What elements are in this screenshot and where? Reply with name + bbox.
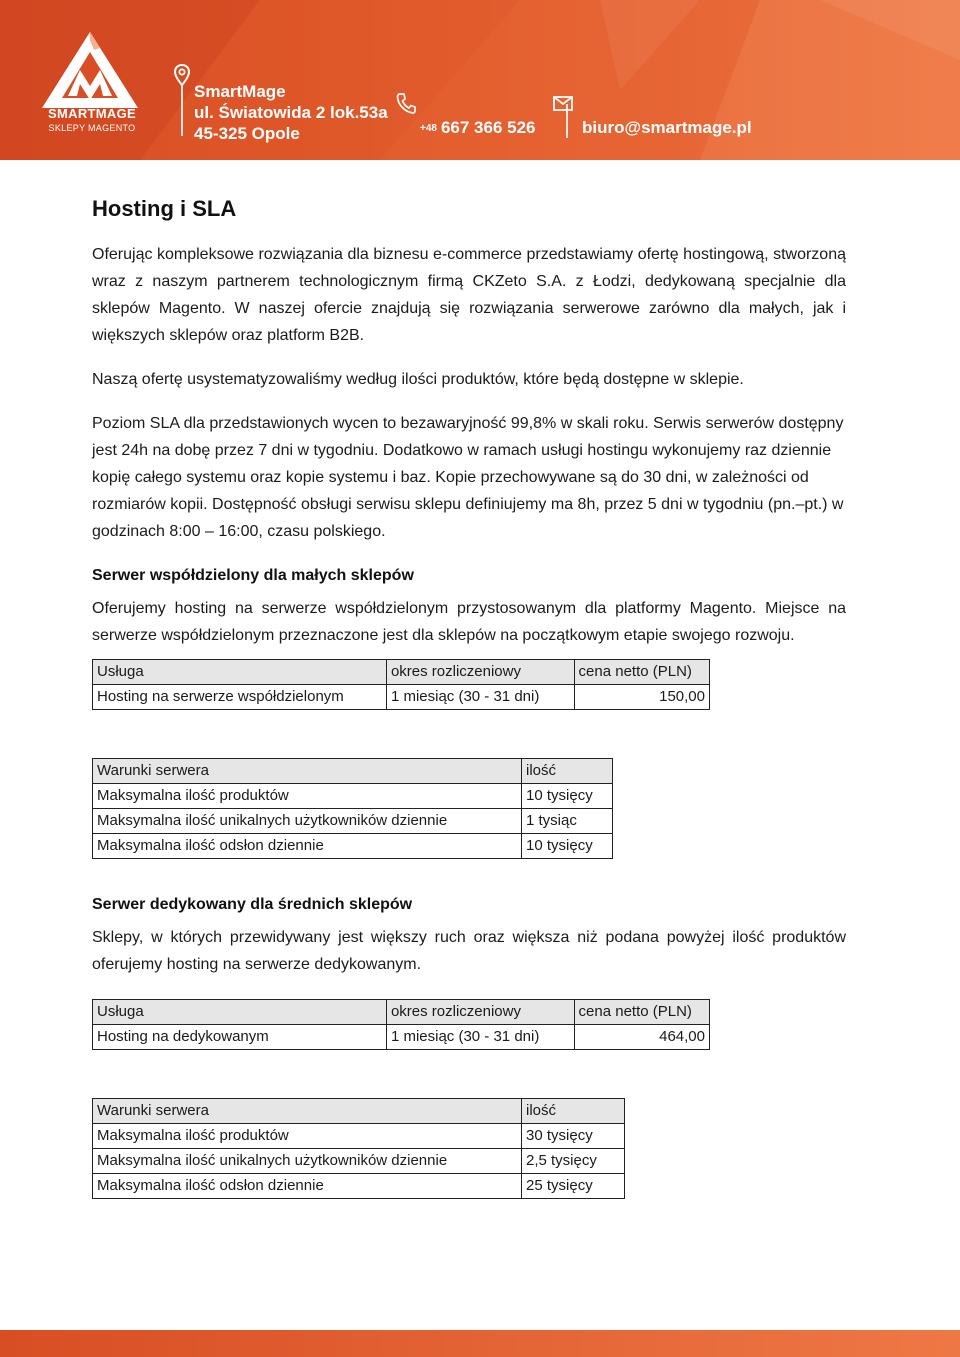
logo-tagline: SKLEPY MAGENTO bbox=[48, 123, 136, 133]
table-cell: Maksymalna ilość unikalnych użytkowników dziennie bbox=[93, 1149, 522, 1174]
header-cell: ilość bbox=[522, 759, 613, 784]
company-name: SmartMage bbox=[194, 82, 286, 101]
shared-conditions-table bbox=[92, 758, 613, 859]
header-banner bbox=[0, 0, 960, 160]
header-cell: ilość bbox=[522, 1099, 625, 1124]
table-header-row bbox=[93, 1000, 710, 1025]
location-pin-icon bbox=[174, 64, 190, 86]
table-cell: 464,00 bbox=[574, 1025, 709, 1050]
table-cell: Maksymalna ilość odsłon dziennie bbox=[93, 834, 522, 859]
table-row bbox=[93, 784, 613, 809]
address-street: ul. Światowida 2 lok.53a bbox=[194, 103, 388, 122]
page-title: Hosting i SLA bbox=[92, 196, 237, 221]
table-cell: 2,5 tysięcy bbox=[522, 1149, 625, 1174]
phone-digits: 667 366 526 bbox=[440, 118, 536, 137]
header-cell: Usługa bbox=[93, 1000, 387, 1025]
dedicated-price-table bbox=[92, 999, 710, 1050]
table-header-row bbox=[93, 660, 710, 685]
table-cell: 30 tysięcy bbox=[522, 1124, 625, 1149]
table-cell: 25 tysięcy bbox=[522, 1174, 625, 1199]
document-body bbox=[92, 194, 846, 1199]
header-cell: cena netto (PLN) bbox=[574, 1000, 709, 1025]
shared-server-heading: Serwer współdzielony dla małych sklepów bbox=[92, 567, 414, 584]
dedicated-server-description: Sklepy, w których przewidywany jest większy ruch oraz większa niż podana powyżej ilość produktów oferujemy hosting na serwerze dedykowanym. bbox=[92, 929, 846, 973]
table-header-row bbox=[93, 759, 613, 784]
table-cell: 1 miesiąc (30 - 31 dni) bbox=[386, 1025, 574, 1050]
email-address[interactable]: biuro@smartmage.pl bbox=[582, 118, 752, 137]
table-header-row bbox=[93, 1099, 625, 1124]
table-row bbox=[93, 685, 710, 710]
phone-prefix: +48 bbox=[420, 123, 437, 134]
phone-icon bbox=[396, 92, 416, 114]
table-cell: Maksymalna ilość unikalnych użytkowników dziennie bbox=[93, 809, 522, 834]
table-row bbox=[93, 1124, 625, 1149]
header-cell: okres rozliczeniowy bbox=[386, 1000, 574, 1025]
table-cell: 10 tysięcy bbox=[522, 784, 613, 809]
table-cell: Hosting na dedykowanym bbox=[93, 1025, 387, 1050]
header-cell: okres rozliczeniowy bbox=[386, 660, 574, 685]
header-cell: Usługa bbox=[93, 660, 387, 685]
shared-price-table bbox=[92, 659, 710, 710]
header-cell: cena netto (PLN) bbox=[574, 660, 709, 685]
table-row bbox=[93, 1174, 625, 1199]
phone-number[interactable] bbox=[420, 118, 536, 138]
dedicated-server-heading: Serwer dedykowany dla średnich sklepów bbox=[92, 896, 413, 913]
table-cell: 10 tysięcy bbox=[522, 834, 613, 859]
shared-server-description: Oferujemy hosting na serwerze współdzielonym przystosowanym dla platformy Magento. Miejsce na serwerze współdzielonym przeznaczone jest dla sklepów na początkowym etapie swojego rozwoju. bbox=[92, 600, 846, 644]
dedicated-conditions-table bbox=[92, 1098, 625, 1199]
footer-bar bbox=[0, 1330, 960, 1357]
table-cell: Maksymalna ilość odsłon dziennie bbox=[93, 1174, 522, 1199]
header-cell: Warunki serwera bbox=[93, 759, 522, 784]
table-cell: Hosting na serwerze współdzielonym bbox=[93, 685, 387, 710]
table-cell: 150,00 bbox=[574, 685, 709, 710]
sla-paragraph: Poziom SLA dla przedstawionych wycen to bezawaryjność 99,8% w skali roku. Serwis serwerów dostępny jest 24h na dobę przez 7 dni w tygodniu. Dodatkowo w ramach usługi hostingu wykonujemy raz dziennie kopię całego systemu oraz kopie systemu i baz. Kopie przechowywane są do 30 dni, w zależności od rozmiarów kopii. Dostępność obsługi serwisu sklepu definiujemy ma 8h, przez 5 dni w tygodniu (pn.–pt.) w godzinach 8:00 – 16:00, czasu polskiego. bbox=[92, 415, 844, 540]
logo-wordmark: SMARTMAGE bbox=[48, 106, 136, 121]
header-cell: Warunki serwera bbox=[93, 1099, 522, 1124]
mail-icon bbox=[553, 96, 573, 112]
structure-paragraph: Naszą ofertę usystematyzowaliśmy według ilości produktów, które będą dostępne w sklepie. bbox=[92, 371, 744, 388]
table-row bbox=[93, 834, 613, 859]
company-address bbox=[194, 82, 388, 144]
table-cell: Maksymalna ilość produktów bbox=[93, 784, 522, 809]
table-row bbox=[93, 809, 613, 834]
address-divider bbox=[181, 84, 183, 136]
address-city: 45-325 Opole bbox=[194, 124, 300, 143]
intro-paragraph: Oferując kompleksowe rozwiązania dla biznesu e-commerce przedstawiamy ofertę hostingową, stworzoną wraz z naszym partnerem technologicznym firmą CKZeto S.A. z Łodzi, dedykowaną specjalnie dla sklepów Magento. W naszej ofercie znajdują się rozwiązania serwerowe zarówno dla małych, jak i większych sklepów oraz platform B2B. bbox=[92, 246, 846, 344]
table-cell: 1 tysiąc bbox=[522, 809, 613, 834]
table-row bbox=[93, 1025, 710, 1050]
table-cell: 1 miesiąc (30 - 31 dni) bbox=[386, 685, 574, 710]
table-cell: Maksymalna ilość produktów bbox=[93, 1124, 522, 1149]
table-row bbox=[93, 1149, 625, 1174]
email-divider bbox=[566, 104, 568, 138]
